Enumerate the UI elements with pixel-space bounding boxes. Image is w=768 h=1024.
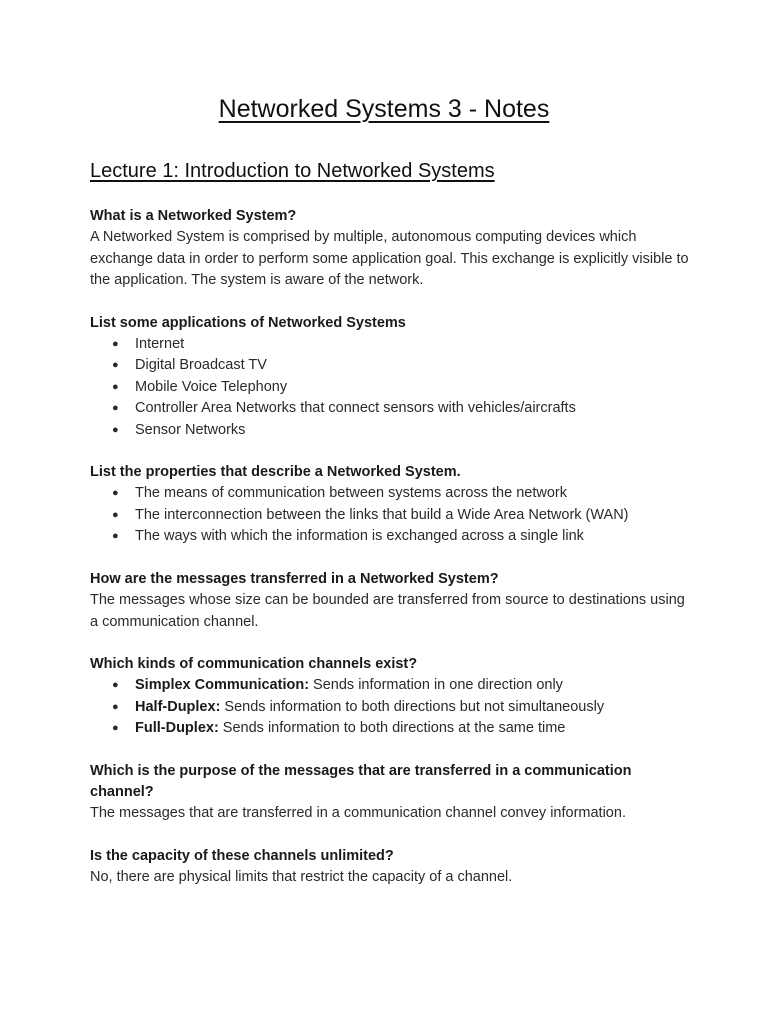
list-item: ● Controller Area Networks that connect sensors with vehicles/aircrafts xyxy=(90,398,690,419)
section-what-is-networked-system xyxy=(90,206,690,292)
bullet-icon: ● xyxy=(112,722,119,735)
list-item xyxy=(90,718,690,739)
list-item: ● The ways with which the information is exchanged across a single link xyxy=(90,526,690,547)
lecture-heading: Lecture 1: Introduction to Networked Systems xyxy=(90,160,495,182)
list-item: ● The interconnection between the links that build a Wide Area Network (WAN) xyxy=(90,505,690,526)
list-item: ● Digital Broadcast TV xyxy=(90,355,690,376)
term-label: Full-Duplex: xyxy=(135,720,219,737)
list-item: ● Sensor Networks xyxy=(90,420,690,441)
section-applications xyxy=(90,313,690,441)
bullet-icon: ● xyxy=(112,530,119,543)
question-heading: List some applications of Networked Systems xyxy=(90,314,406,331)
question-heading: Is the capacity of these channels unlimited? xyxy=(90,847,394,864)
bullet-icon: ● xyxy=(112,359,119,372)
bullet-icon: ● xyxy=(112,700,119,713)
list-item: ● The means of communication between systems across the network xyxy=(90,483,690,504)
term-description: Sends information to both directions at the same time xyxy=(218,720,566,737)
answer-paragraph: A Networked System is comprised by multiple, autonomous computing devices which exchange data in order to perform some application goal. This exchange is explicitly visible to the application. The system is aware of the network. xyxy=(90,229,689,289)
answer-paragraph: No, there are physical limits that restrict the capacity of a channel. xyxy=(90,869,513,886)
section-message-transfer xyxy=(90,569,690,633)
answer-paragraph: The messages whose size can be bounded are transferred from source to destinations using a communication channel. xyxy=(90,592,685,630)
document-body xyxy=(90,206,690,910)
term-description: Sends information to both directions but not simultaneously xyxy=(220,698,605,715)
question-heading: Which kinds of communication channels exist? xyxy=(90,655,418,672)
bullet-icon: ● xyxy=(112,487,119,500)
section-channel-kinds xyxy=(90,654,690,740)
answer-paragraph: The messages that are transferred in a communication channel convey information. xyxy=(90,805,626,822)
bullet-icon: ● xyxy=(112,402,119,415)
bullet-icon: ● xyxy=(112,338,119,351)
bullet-list xyxy=(90,675,690,739)
question-heading: List the properties that describe a Networked System. xyxy=(90,464,461,481)
term-description: Sends information in one direction only xyxy=(309,677,563,694)
section-properties xyxy=(90,462,690,548)
question-heading: Which is the purpose of the messages that are transferred in a communication channel? xyxy=(90,762,632,800)
document-title: Networked Systems 3 - Notes xyxy=(218,95,550,123)
list-item xyxy=(90,675,690,696)
term-label: Half-Duplex: xyxy=(135,698,221,715)
question-heading: How are the messages transferred in a Networked System? xyxy=(90,570,499,587)
bullet-list xyxy=(90,334,690,441)
list-item: ● Internet xyxy=(90,334,690,355)
bullet-list xyxy=(90,483,690,547)
bullet-icon: ● xyxy=(112,423,119,436)
list-item xyxy=(90,697,690,718)
bullet-icon: ● xyxy=(112,508,119,521)
section-channel-capacity xyxy=(90,846,690,889)
term-label: Simplex Communication: xyxy=(135,677,310,694)
question-heading: What is a Networked System? xyxy=(90,208,297,224)
list-item: ● Mobile Voice Telephony xyxy=(90,377,690,398)
bullet-icon: ● xyxy=(112,679,119,692)
bullet-icon: ● xyxy=(112,380,119,393)
section-message-purpose xyxy=(90,761,690,825)
